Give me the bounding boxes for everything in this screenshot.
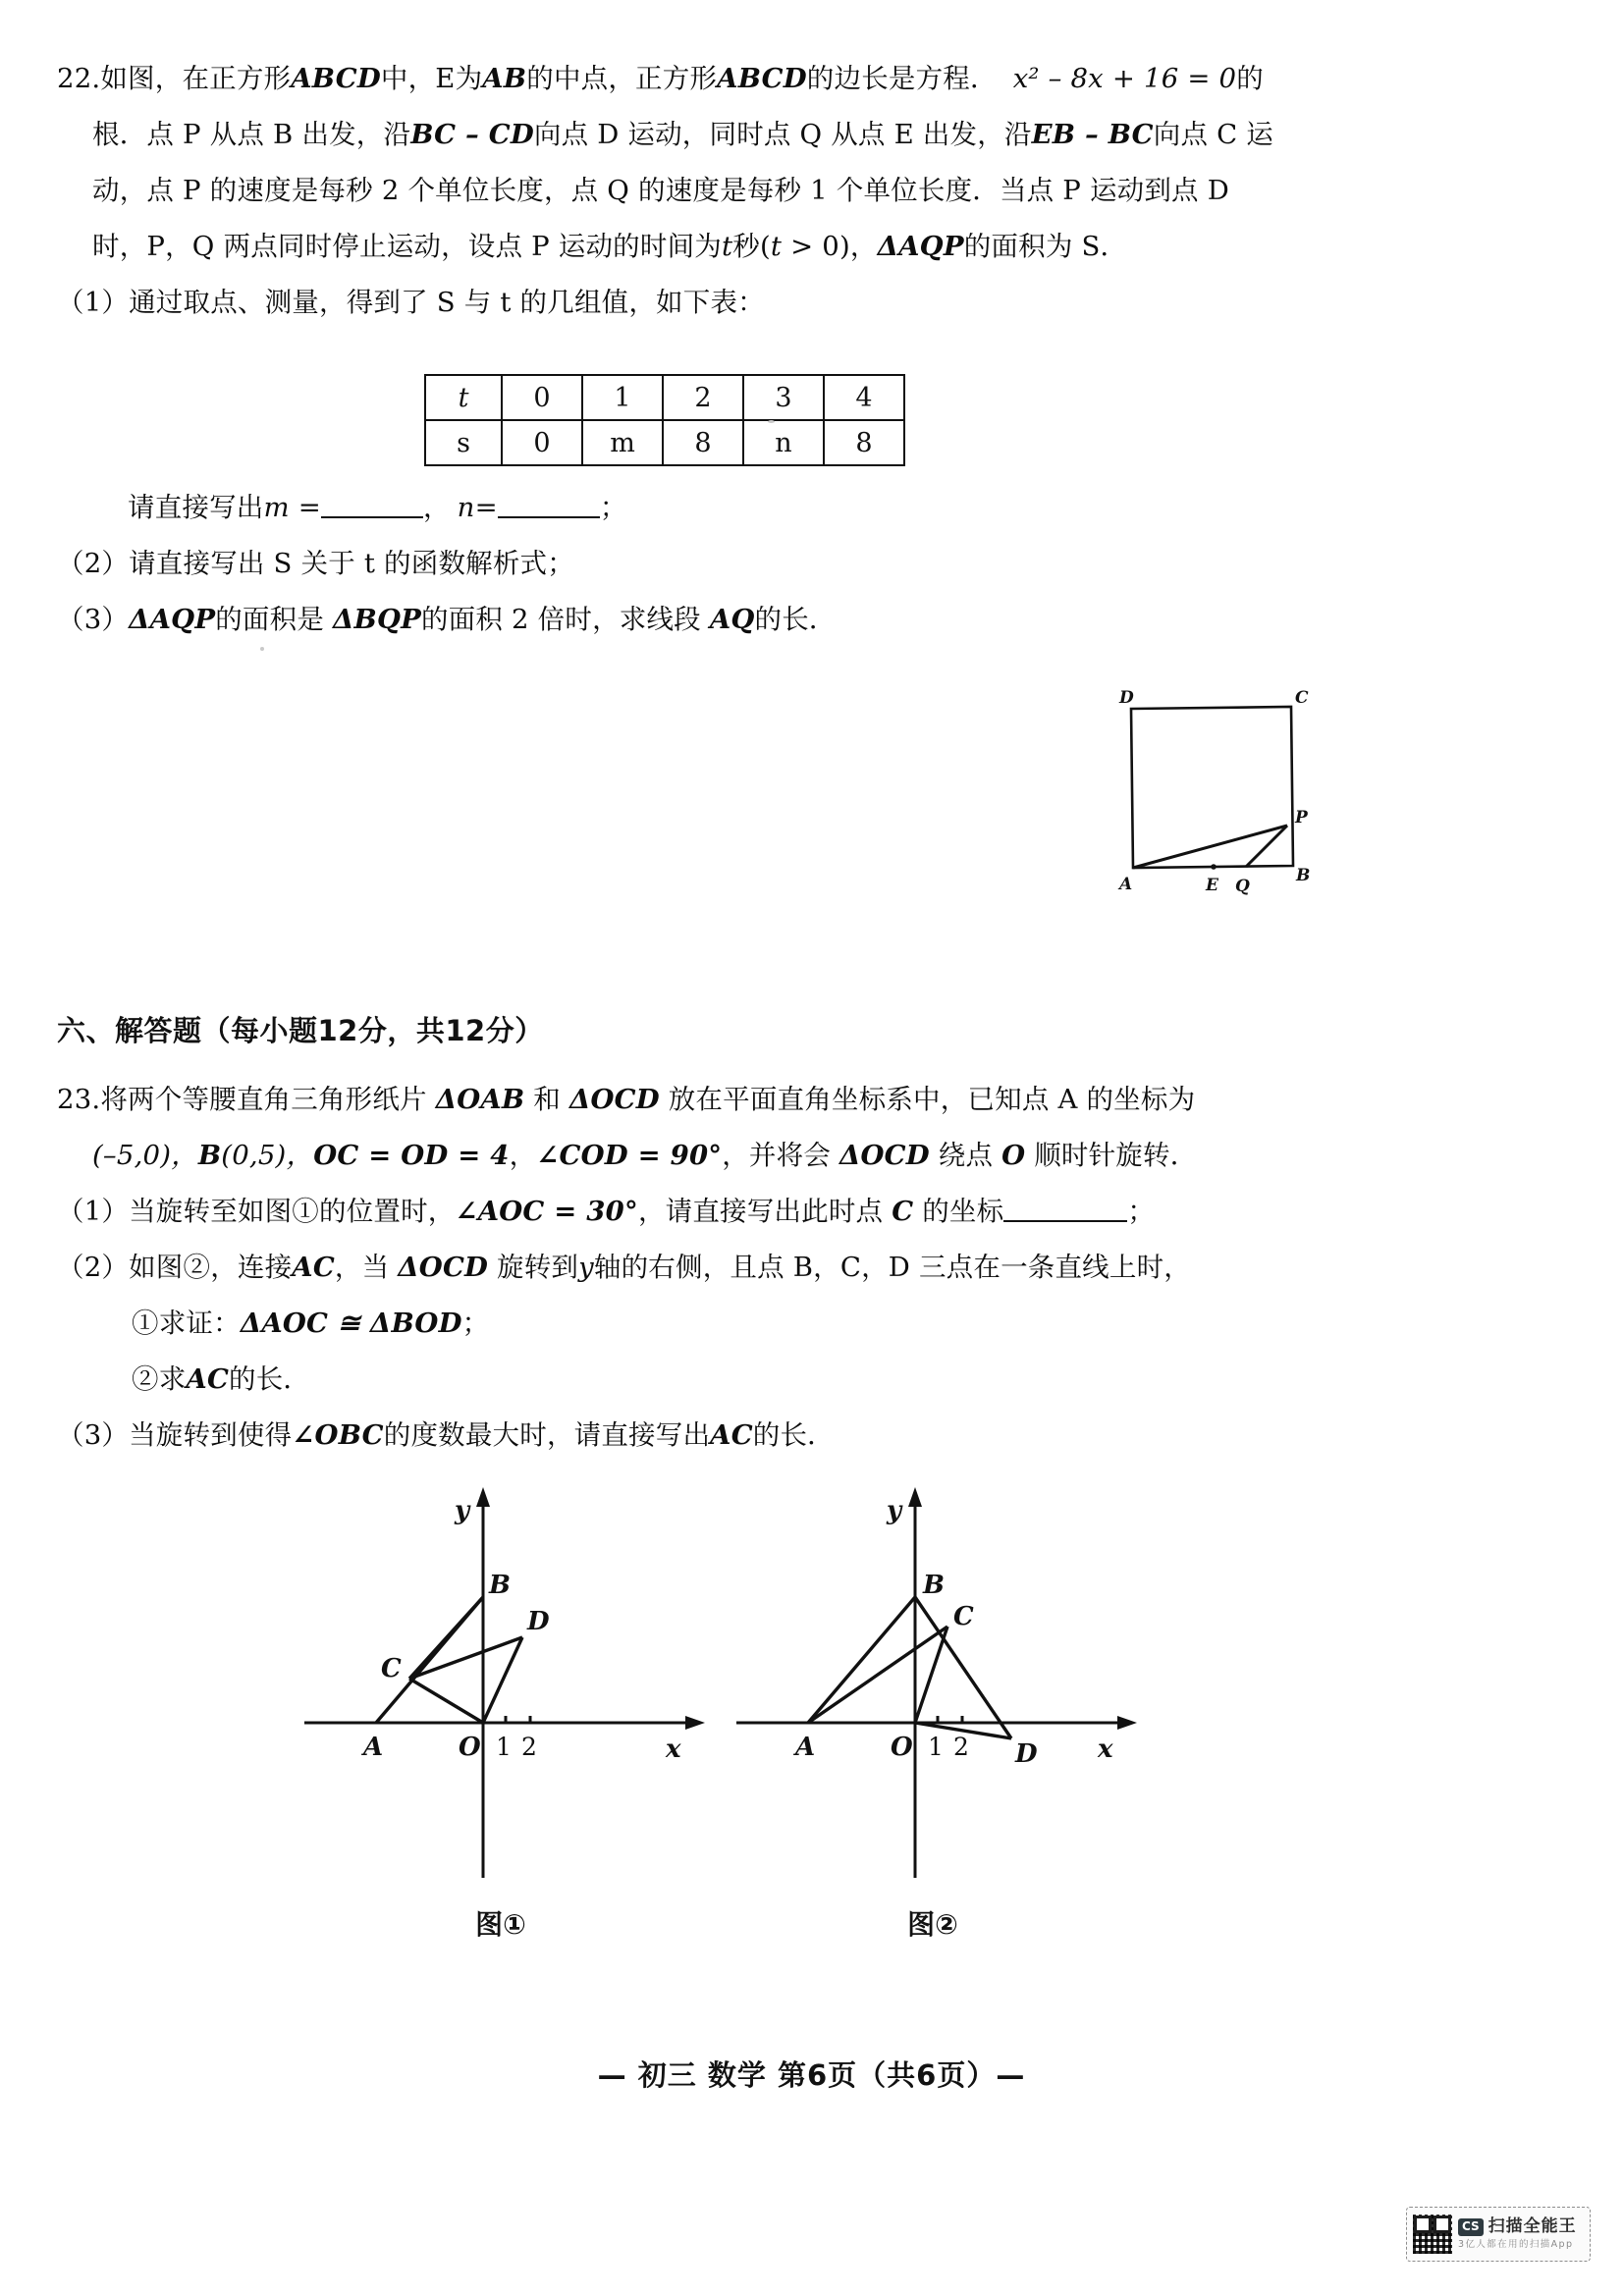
q23-angle-aoc: ∠AOC = 30° [455, 1196, 638, 1227]
scan-speck [260, 647, 264, 651]
table-cell-t-3: 3 [743, 375, 824, 420]
q22-aq: AQ [709, 604, 755, 635]
q23-y-symbol: y [578, 1252, 594, 1283]
q22-line1-a: 如图，在正方形 [100, 63, 292, 94]
q22-line2-a: 根．点 P 从点 B 出发，沿 [92, 119, 411, 150]
q23-ocd-2: ΔOCD [839, 1140, 930, 1171]
q23-line1-a: 将两个等腰直角三角形纸片 [100, 1084, 436, 1115]
q22-line-3 [57, 163, 1422, 219]
q23-line2-e: ， [509, 1140, 537, 1171]
q22-blanks-line [57, 480, 1422, 536]
fig1-label-O: O [459, 1733, 481, 1762]
watermark-subtitle: 3亿人都在用的扫描App [1458, 2238, 1574, 2250]
figure-label-Q: Q [1235, 877, 1250, 896]
q23-line-1 [57, 1072, 1432, 1128]
q23-sub3-c: 的度数最大时，请直接写出 [383, 1419, 711, 1451]
q22-blanks-f: = [474, 492, 498, 523]
figure-2-caption: 图② [907, 1908, 958, 1941]
camscanner-watermark [1406, 2207, 1591, 2262]
q22-blanks-c: = [289, 492, 321, 523]
q23-ac-3: AC [710, 1419, 753, 1451]
q22-t-2: t [770, 231, 783, 262]
watermark-title: 扫描全能王 [1488, 2216, 1577, 2237]
q22-abcd-1: ABCD [291, 63, 381, 94]
q23-number: 23. [57, 1084, 101, 1115]
table-header-t: t [425, 375, 502, 420]
figure-label-D: D [1119, 688, 1134, 708]
figure-label-C: C [1295, 688, 1309, 708]
q23-angle-obc: ∠OBC [292, 1419, 384, 1451]
q23-ac-1: AC [292, 1252, 335, 1283]
figure-label-A: A [1119, 875, 1133, 894]
q22-line4-a: 时，P，Q 两点同时停止运动，设点 P 运动的时间为 [92, 231, 722, 262]
answer-blank-n[interactable] [498, 488, 600, 518]
q23-line1-c: 和 [524, 1084, 569, 1115]
q23-o-symbol: O [1001, 1140, 1026, 1171]
q22-aqp: ΔAQP [877, 231, 964, 262]
q22-line4-c: 秒( [732, 231, 771, 262]
q22-sub-2: （2）请直接写出 S 关于 t 的函数解析式； [57, 548, 574, 579]
q22-blanks-a: 请直接写出 [128, 492, 264, 523]
figure-label-B: B [1296, 866, 1311, 885]
q22-line-2 [57, 107, 1422, 163]
watermark-row [1458, 2217, 1577, 2237]
figure-1-svg [295, 1477, 707, 1890]
q22-sub-1: （1）通过取点、测量，得到了 S 与 t 的几组值，如下表： [57, 287, 765, 318]
q22-blanks-d: ， [422, 492, 451, 523]
q23-congruence: ΔAOC ≅ ΔBOD [240, 1308, 462, 1339]
figure-1-caption: 图① [475, 1908, 526, 1941]
q23-sub1-c: ，请直接写出此时点 [637, 1196, 893, 1227]
table-cell-s-3: n [743, 420, 824, 465]
q23-c-symbol: C [892, 1196, 914, 1227]
table-cell-t-2: 2 [663, 375, 743, 420]
fig1-label-B: B [489, 1571, 511, 1600]
fig1-axis-x: x [666, 1735, 681, 1764]
section-heading-six: 六、解答题（每小题12分，共12分） [57, 1014, 544, 1047]
q23-sub2-i1-a: ①求证： [132, 1308, 241, 1339]
q22-ab: AB [482, 63, 527, 94]
q22-bc-cd: BC – CD [410, 119, 534, 150]
fig1-tick-2: 2 [521, 1733, 537, 1761]
figure-2-container [727, 1477, 1139, 1939]
table-cell-s-1: m [582, 420, 663, 465]
q23-coord-a: (–5,0)， [92, 1140, 198, 1171]
q22-square-figure [1092, 687, 1337, 923]
table-cell-s-2: 8 [663, 420, 743, 465]
q22-line1-h: 的 [1236, 63, 1264, 94]
coordinate-figures [295, 1477, 1159, 1939]
q23-sub-2-i [57, 1296, 1432, 1352]
fig2-axis-y: y [887, 1496, 902, 1525]
cs-badge: CS [1458, 2218, 1484, 2236]
q22-n-symbol: n [457, 492, 475, 523]
q23-sub2-i2-a: ②求 [132, 1363, 187, 1395]
q22-abcd-2: ABCD [717, 63, 807, 94]
fig1-label-D: D [527, 1607, 550, 1636]
q23-oab: ΔOAB [435, 1084, 525, 1115]
q23-b-symbol: B [197, 1140, 222, 1171]
q23-ac-2: AC [186, 1363, 230, 1395]
q23-sub1-f: ； [1127, 1196, 1156, 1227]
fig2-label-O: O [891, 1733, 913, 1762]
q23-line2-i: 绕点 [929, 1140, 1002, 1171]
q22-line-1 [57, 51, 1422, 107]
q23-sub2-g: 轴的右侧，且点 B，C，D 三点在一条直线上时， [593, 1252, 1191, 1283]
q22-sub3-g: 的长． [754, 604, 837, 635]
fig1-label-A: A [363, 1733, 384, 1762]
q23-sub1-e: 的坐标 [913, 1196, 1004, 1227]
q22-m-symbol: m [263, 492, 290, 523]
q23-sub-2 [57, 1240, 1432, 1296]
q23-sub2-i1-c: ； [461, 1308, 490, 1339]
fig2-label-D: D [1015, 1739, 1038, 1769]
q23-ocd-3: ΔOCD [398, 1252, 489, 1283]
s-t-value-table [424, 374, 905, 466]
q23-sub2-e: 旋转到 [488, 1252, 579, 1283]
fig1-label-C: C [381, 1654, 402, 1683]
q22-line-4 [57, 219, 1422, 275]
q22-line2-c: 向点 D 运动，同时点 Q 从点 E 出发，沿 [533, 119, 1032, 150]
q23-sub2-c: ，当 [334, 1252, 399, 1283]
table-cell-t-1: 1 [582, 375, 663, 420]
q23-sub1-a: （1）当旋转至如图①的位置时， [57, 1196, 456, 1227]
q22-line1-c: 中，E为 [380, 63, 483, 94]
q22-line1-e: 的中点，正方形 [526, 63, 718, 94]
q23-line1-e: 放在平面直角坐标系中，已知点 A 的坐标为 [659, 1084, 1196, 1115]
q23-sub-1 [57, 1184, 1432, 1240]
q23-sub3-a: （3）当旋转到使得 [57, 1419, 293, 1451]
table-header-s: s [425, 420, 502, 465]
q23-angle-cod: ∠COD = 90° [536, 1140, 723, 1171]
q22-sub-3 [57, 592, 1422, 648]
q22-sub3-c: 的面积是 [215, 604, 333, 635]
q22-line4-e: > 0)， [782, 231, 878, 262]
fig1-tick-1: 1 [496, 1733, 512, 1761]
q23-oc-od: OC = OD = 4 [313, 1140, 510, 1171]
fig2-label-C: C [953, 1602, 974, 1631]
q22-aqp-2: ΔAQP [129, 604, 216, 635]
q23-sub2-a: （2）如图②，连接 [57, 1252, 293, 1283]
q22-line3-a: 动，点 P 的速度是每秒 2 个单位长度，点 Q 的速度是每秒 1 个单位长度．当点 P 运动到点 D [92, 175, 1229, 206]
q23-line2-g: ，并将会 [722, 1140, 839, 1171]
fig2-tick-2: 2 [953, 1733, 969, 1761]
q23-line-2 [57, 1128, 1432, 1184]
q23-sub-3 [57, 1408, 1432, 1464]
q22-line1-g: 的边长是方程． [806, 63, 998, 94]
answer-blank-m[interactable] [321, 488, 423, 518]
q22-number: 22. [57, 63, 101, 94]
q22-line2-e: 向点 C 运 [1153, 119, 1273, 150]
table-row-s [425, 420, 904, 465]
table-cell-s-4: 8 [824, 420, 904, 465]
q22-t-1: t [721, 231, 733, 262]
q22-equation: x² – 8x + 16 = 0 [1012, 63, 1237, 94]
q22-bqp: ΔBQP [332, 604, 421, 635]
q22-sub3-a: （3） [57, 604, 130, 635]
fig2-axis-x: x [1098, 1735, 1113, 1764]
q23-sub3-e: 的长． [752, 1419, 835, 1451]
question-23 [57, 1072, 1432, 1464]
answer-blank-c-coord[interactable] [1003, 1192, 1127, 1222]
page-footer: — 初三 数学 第6页（共6页）— [597, 2058, 1026, 2092]
watermark-text [1458, 2217, 1577, 2250]
qr-code-icon [1413, 2215, 1452, 2254]
fig2-tick-1: 1 [928, 1733, 944, 1761]
q23-coord-b: (0,5)， [221, 1140, 314, 1171]
q22-sub3-e: 的面积 2 倍时，求线段 [420, 604, 710, 635]
fig2-label-A: A [795, 1733, 816, 1762]
fig2-label-B: B [923, 1571, 945, 1600]
q23-ocd-1: ΔOCD [568, 1084, 660, 1115]
q22-eb-bc: EB – BC [1031, 119, 1154, 150]
table-cell-s-0: 0 [502, 420, 582, 465]
table-cell-t-0: 0 [502, 375, 582, 420]
figure-label-P: P [1295, 808, 1308, 828]
figure-2-svg [727, 1477, 1139, 1890]
q23-sub-2-ii [57, 1352, 1432, 1408]
question-22 [57, 51, 1422, 648]
q23-sub2-i2-c: 的长． [229, 1363, 311, 1395]
figure-1-container [295, 1477, 707, 1939]
figure-label-E: E [1206, 876, 1218, 895]
q22-line4-g: 的面积为 S． [963, 231, 1128, 262]
q23-line2-k: 顺时针旋转． [1025, 1140, 1198, 1171]
table-cell-t-4: 4 [824, 375, 904, 420]
fig1-axis-y: y [455, 1496, 470, 1525]
scan-speck [768, 420, 775, 423]
table-row-t [425, 375, 904, 420]
q22-blanks-g: ； [599, 492, 627, 523]
